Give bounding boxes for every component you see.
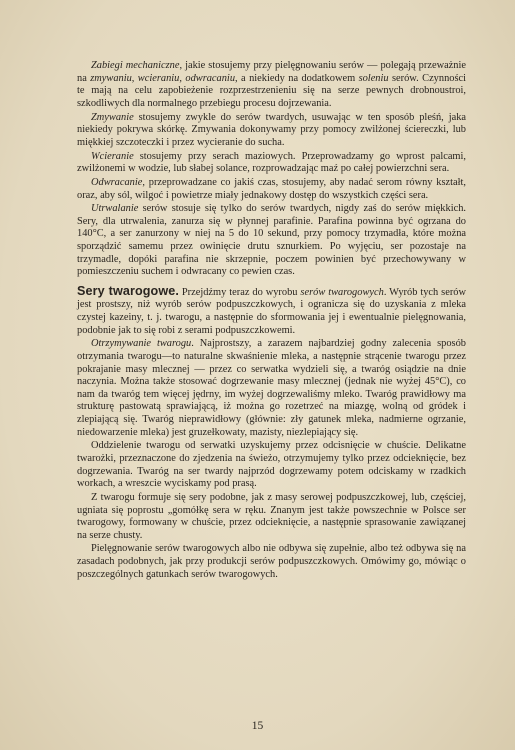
text-run: stosujemy zwykle do serów twardych, usuwając w ten sposób pleśń, jaka niekiedy pokrywa skórkę. Zmywania dokonywamy przy pomocy zwilżonej ściereczki, lub miękkiej szczoteczki i przez wycieranie do sucha.: [77, 111, 466, 148]
paragraph: [77, 338, 466, 439]
emphasis-text: serów twarogowych: [300, 286, 384, 298]
paragraph: [77, 177, 466, 202]
text-run: serów stosuje się tylko do serów twardych, nigdy zaś do serów miękkich. Sery, dla utrwalenia, zanurza się w płynnej parafinie. Parafina powinna być ogrzana do 140°C, a ser zanurzony w niej na 5 do 10 sekund, przy pomocy trzymadła, które można sporządzić samemu przez owinięcie drutu sznurkiem. Po wyjęciu, ser pozostaje na trzymadle, dopóki parafina nie skrzepnie, poczem powinien być przechowywany w pomieszczeniu suchem i odwracany co pewien czas.: [77, 203, 466, 278]
page-text: [77, 60, 466, 581]
text-run: , przeprowadzane co jakiś czas, stosujemy, aby nadać serom równy kształt, oraz, aby sól, wilgoć i powietrze miały jednakowy dostęp do wszystkich części sera.: [77, 176, 466, 201]
emphasis-text: zmywaniu, wcieraniu, odwracaniu: [90, 72, 236, 84]
paragraph: [77, 543, 466, 581]
emphasis-text: Wcieranie: [91, 150, 134, 162]
page-number: 15: [251, 720, 264, 732]
text-run: stosujemy przy serach maziowych. Przeprowadzamy go wprost palcami, zwilżonemi w wodzie, lub słabej solance, rozprowadzając maź po całej powierzchni sera.: [77, 150, 466, 175]
section-heading: Sery twarogowe.: [77, 283, 179, 298]
text-run: Z twarogu formuje się sery podobne, jak z masy serowej podpuszczkowej, lub, częściej, ugniata się poprostu „gomółkę sera w ręku. Znanym jest także powszechnie w Polsce ser twarogowy, formowany w chuście, przez odcieknięcie, a następnie sprasowanie zawiązanej na serze chusty.: [77, 491, 466, 541]
emphasis-text: Zmywanie: [91, 111, 134, 123]
paragraph: [77, 151, 466, 176]
emphasis-text: Utrwalanie: [91, 203, 139, 215]
emphasis-text: soleniu: [358, 72, 389, 84]
text-run: Pielęgnowanie serów twarogowych albo nie odbywa się zupełnie, albo też odbywa się na zasadach podobnych, jak przy produkcji serów podpuszczkowych. Omówimy go, mówiąc o poszczególnych gatunkach serów twarogowych.: [77, 543, 466, 580]
emphasis-text: Odwracanie: [91, 176, 143, 188]
text-run: serów. Czynności te mają na celu zapobieżenie rozprzestrzenieniu się na serze pewnych drobnoustroi, szkodliwych dla normalnego przebiegu procesu dojrzewania.: [77, 72, 467, 109]
text-run: . Najprostszy, a zarazem najbardziej godny zalecenia sposób otrzymania twarogu—to naturalne skwaśnienie mleka, a następnie strącenie twarogu przez pokrajanie masy mlecznej — przez co serwatka wydzieli się, a twaróg osiądzie na dnie naczynia. Można także stosować dogrzewanie masy mlecznej (jednak nie wyżej 45°C), co nam da twaróg tem więcej jędrny, im wyżej dogrzewaliśmy mleko. Twaróg prawidłowy ma strukturę pastowatą sprawiającą, iż można go rozetrzeć na miazgę, wolną od gródek i zlepiającą się. Twaróg nieprawidłowy (głównie: zły gatunek mleka, nadmierne ogrzanie, niedowarzenie mleka) jest gruzełkowaty, mazisty, niezlepiający się.: [77, 338, 466, 438]
text-run: . Wyrób tych serów jest prostszy, niż wyrób serów podpuszczkowych, i ogranicza się do uzyskania z mleka czystej kazeiny, t. j. twarogu, a następnie do sformowania jej i ewentualnie pielęgnowania, podobnie jak to się robi z serami podpuszczkowemi.: [77, 286, 466, 336]
emphasis-text: Zabiegi mechaniczne: [91, 60, 180, 71]
paragraph: [77, 112, 466, 150]
text-run: Przejdźmy teraz do wyrobu: [178, 286, 301, 298]
emphasis-text: Otrzymywanie twarogu: [91, 338, 192, 350]
text-run: Oddzielenie twarogu od serwatki uzyskujemy przez odcisnięcie w chuście. Delikatne twarożki, przeznaczone do zjedzenia na świeżo, otrzymujemy tylko przez odcieknięcie, bez dogrzewania. Twaróg na ser twardy najprzód dogrzewamy potem odciskamy w rzadkich workach, a wreszcie wyciskamy pod prasą.: [77, 440, 466, 490]
paragraph: [77, 492, 466, 542]
text-run: , a niekiedy na dodatkowem: [235, 72, 359, 84]
paragraph: [77, 203, 466, 279]
text-run: , jakie stosujemy przy pielęgnowaniu serów — polegają przeważnie na: [77, 60, 466, 84]
paragraph: [77, 440, 466, 490]
paragraph: [77, 285, 466, 337]
paragraph: [77, 60, 466, 110]
